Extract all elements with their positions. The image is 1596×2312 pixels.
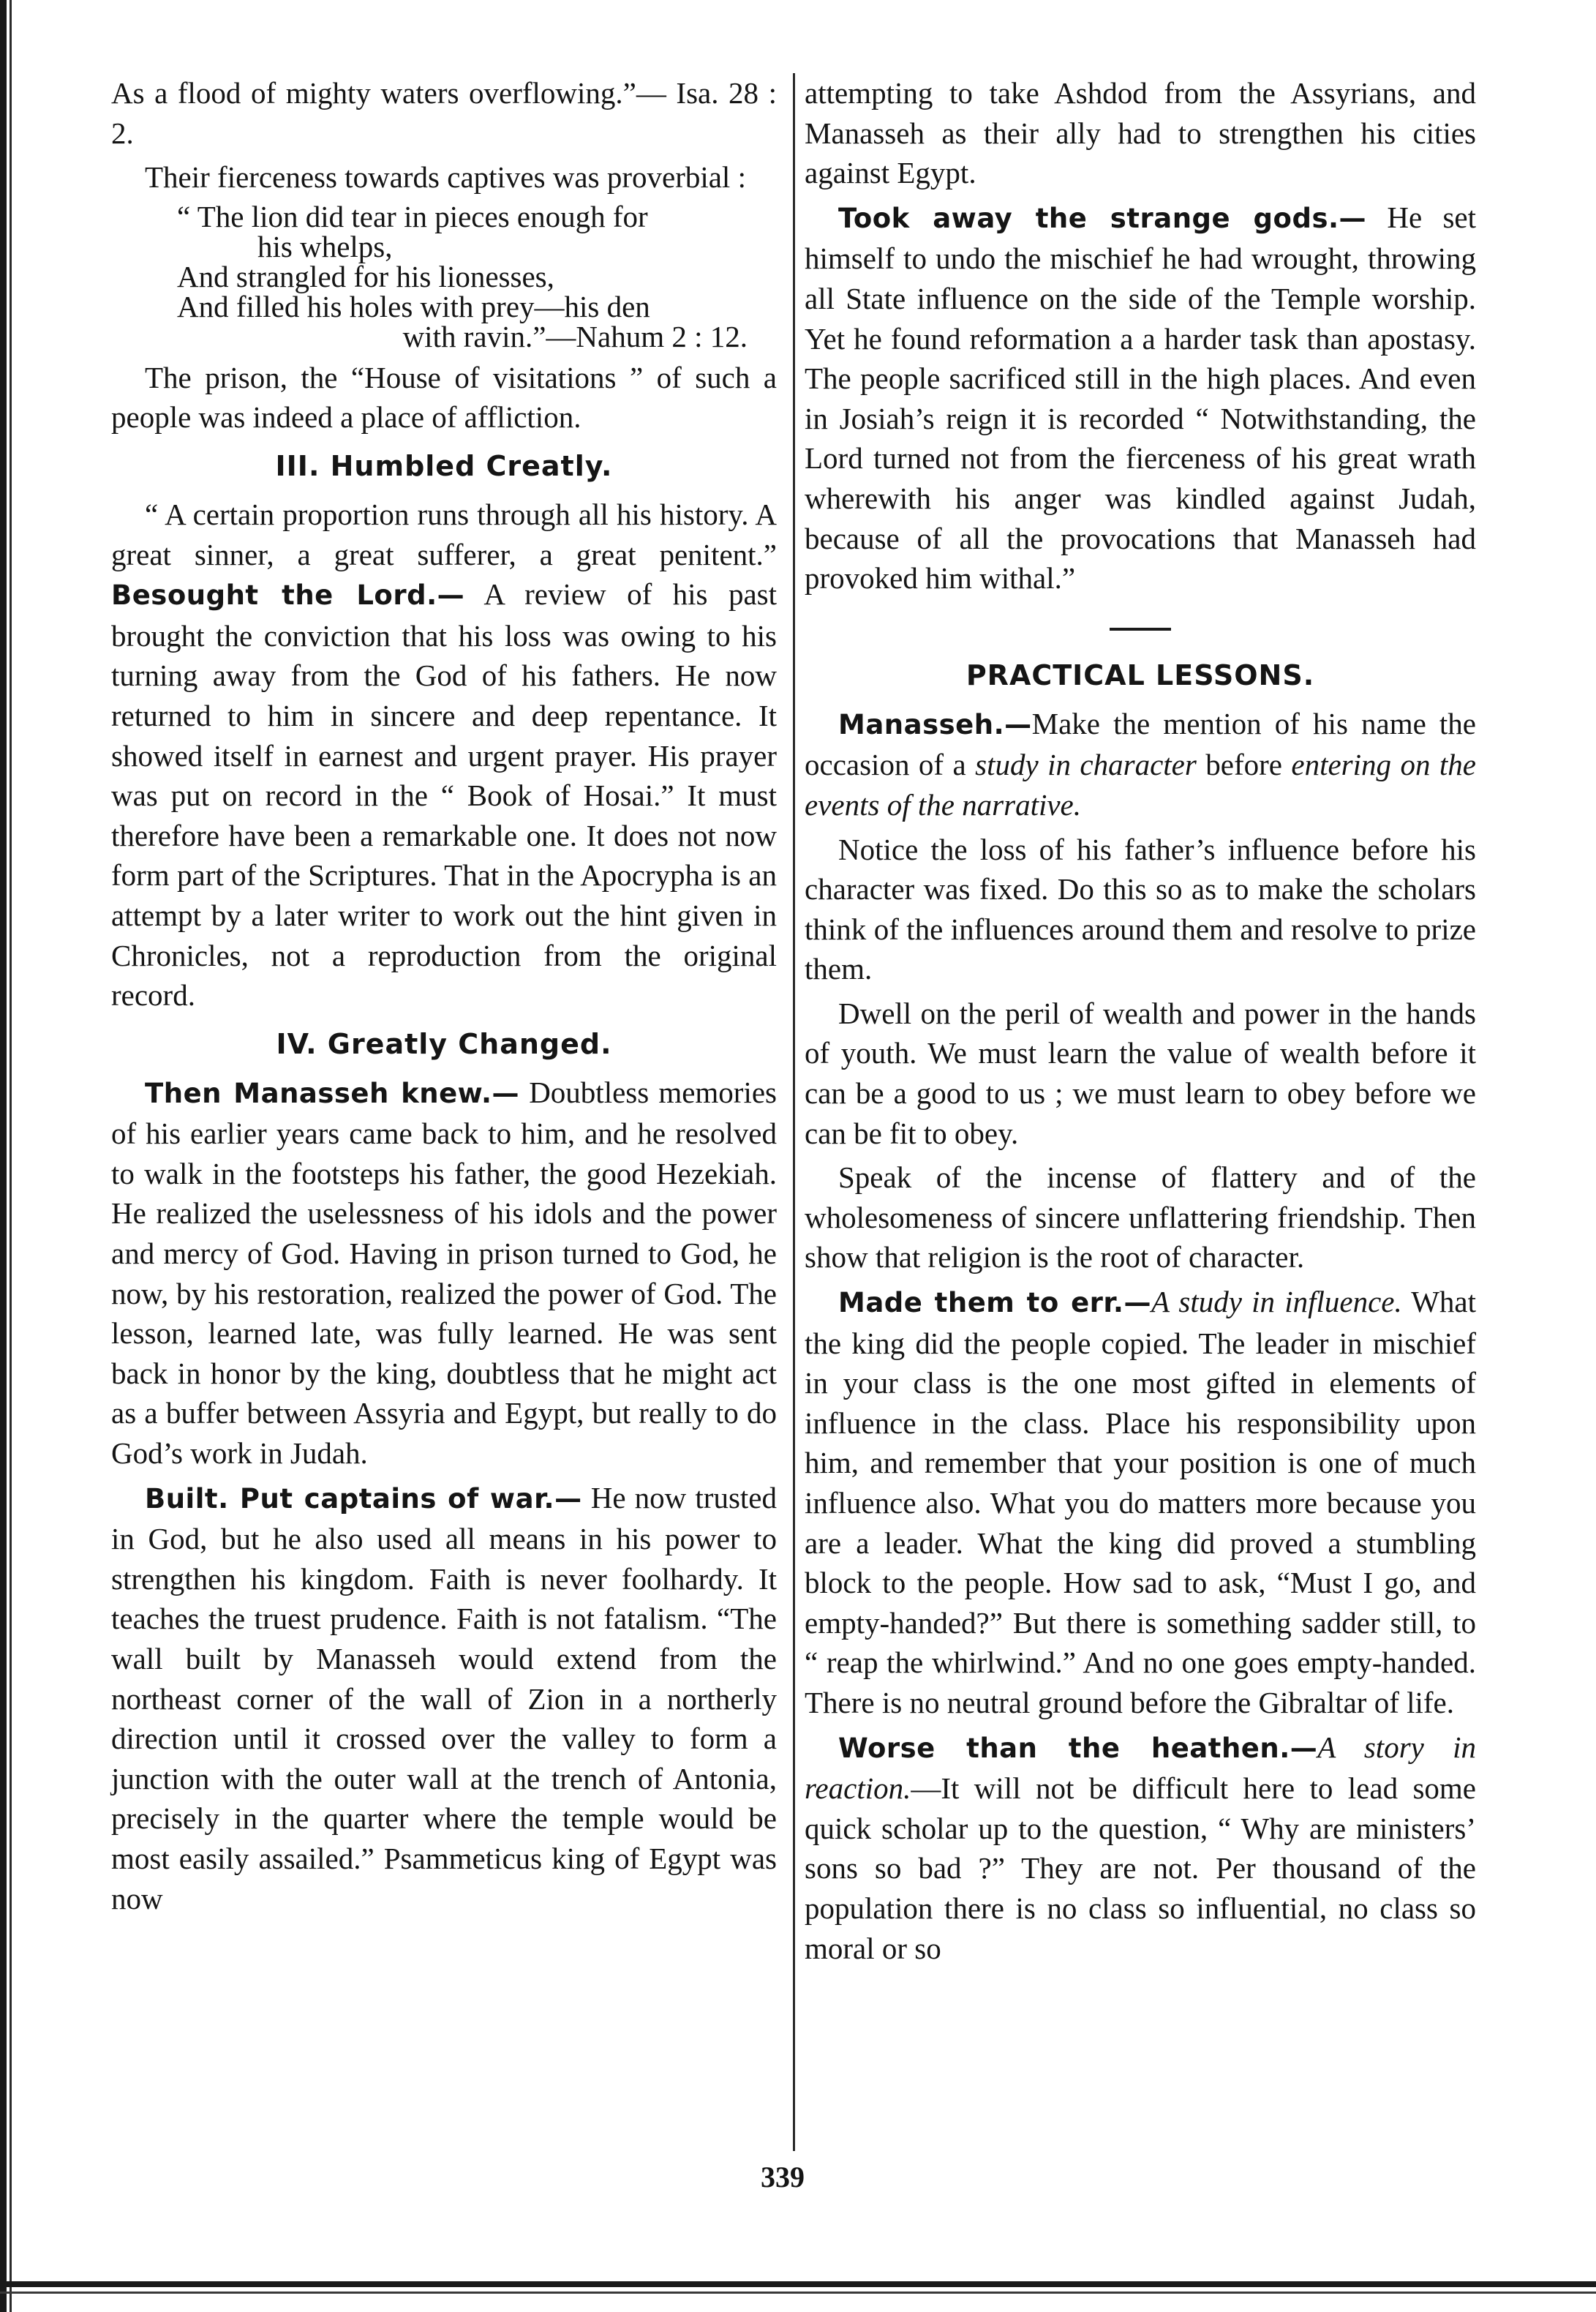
paragraph-wealth: Dwell on the peril of wealth and power in the hands of youth. We must learn the value of wealth before it can be a good to us ; we must learn to obey before we can be fit to obey. — [805, 996, 1476, 1150]
emphasis: entering on the events of the narrative. — [805, 748, 1476, 822]
section-heading-changed: IV. Greatly Changed. — [276, 1027, 612, 1060]
left-column — [111, 73, 777, 1923]
right-column — [805, 73, 1476, 1973]
paragraph-made-them-err — [805, 1282, 1476, 1723]
emphasis: study in character — [975, 748, 1197, 782]
poem-line: And strangled for his lionesses, — [177, 259, 554, 293]
paragraph-manasseh-knew — [111, 1073, 777, 1474]
paragraph-prison: The prison, the “House of visitations ” of such a people was indeed a place of affliction. — [111, 360, 777, 435]
paragraph-fierceness: Their fierceness towards captives was proverbial : — [145, 160, 746, 195]
paragraph-built — [111, 1478, 777, 1919]
section-heading-humbled: III. Humbled Creatly. — [275, 449, 613, 482]
poem-line: “ The lion did tear in pieces enough for — [177, 199, 648, 233]
page-number: 339 — [761, 2161, 805, 2193]
emphasis: A story in reaction. — [805, 1730, 1476, 1806]
paragraph-worse-than-heathen — [805, 1727, 1476, 1969]
section-heading-practical-lessons: PRACTICAL LESSONS. — [965, 658, 1315, 691]
short-rule — [1110, 628, 1171, 631]
keyword-manasseh: Manasseh.— — [838, 708, 1032, 740]
poem-line: with ravin.”—Nahum 2 : 12. — [402, 319, 748, 353]
paragraph-flood-quote: As a flood of mighty waters overflowing.”— Isa. 28 : 2. — [111, 76, 777, 150]
poem-line: And filled his holes with prey—his den — [177, 289, 650, 323]
paragraph-strange-gods — [805, 198, 1476, 598]
text: What the king did the people copied. The leader in mischief in your class is the one most gifted in elements of influence in the class. Place his responsibility upon him, and remember that your position is one of much influence also. What you do matters more because you are a leader. What the king did proved a stumbling block to the people. How sad to ask, “Must I go, and empty-handed?” But there is something sadder still, to “ reap the whirlwind.” And no one goes empty-handed. There is no neutral ground before the Gibraltar of life. — [805, 1285, 1476, 1719]
text: —It will not be difficult here to lead some quick scholar up to the question, “ Why are ministers’ sons so bad ?” They are not. Per thousand of the population there is no class so influential, no class so moral or so — [805, 1771, 1476, 1965]
bottom-rule — [0, 2281, 1596, 2287]
text: “ A certain proportion runs through all his history. A great sinner, a great sufferer, a great penitent.” — [111, 497, 777, 571]
text: Doubtless memories of his earlier years came back to him, and he resolved to walk in the footsteps his father, the good Hezekiah. He realized the uselessness of his idols and the power and mercy of God. Having in prison turned to God, he now, by his restoration, realized the power of God. The lesson, learned late, was fully learned. He was sent back in honor by the king, doubtless that he might act as a buffer between Assyria and Egypt, but really to do God’s work in Judah. — [111, 1075, 777, 1471]
keyword-worse-than-heathen: Worse than the heathen.— — [838, 1732, 1318, 1764]
poem-line: his whelps, — [257, 229, 393, 263]
paragraph-flattery: Speak of the incense of flattery and of the wholesomeness of sincere unflattering friendship. Then show that religion is the root of character. — [805, 1160, 1476, 1275]
keyword-built: Built. Put captains of war.— — [145, 1482, 582, 1515]
bottom-rule-thin — [0, 2292, 1596, 2294]
keyword-made-them-err: Made them to err.— — [838, 1287, 1151, 1319]
text: He now trusted in God, but he also used all means in his power to strengthen his kingdom. Faith is never foolhardy. It teaches the truest prudence. Faith is not fatalism. “The wall built by Manasseh would extend from the northeast corner of the wall of Zion in a northerly direction until it crossed over the valley to form a junction with the outer wall at the trench of Antonia, precisely in the quarter where the temple would be most easily assailed.” Psammeticus king of Egypt was now — [111, 1480, 777, 1915]
emphasis: A study in influence. — [1151, 1285, 1402, 1319]
keyword-strange-gods: Took away the strange gods.— — [838, 202, 1367, 234]
text: Make the mention of his name the occasion of a — [805, 706, 1476, 782]
paragraph-fathers-influence: Notice the loss of his father’s influence before his character was fixed. Do this so as to make the scholars think of the influences around them and resolve to prize them. — [805, 832, 1476, 986]
text: A review of his past brought the conviction that his loss was owing to his turning away from the God of his fathers. He now returned to him in sincere and deep repentance. It showed itself in earnest and urgent prayer. His prayer was put on record in the “ Book of Hosai.” It must therefore have been a remarkable one. It does not now form part of the Scriptures. That in the Apocrypha is an attempt by a later writer to work out the hint given in Chronicles, not a reproduction from the original record. — [111, 577, 777, 1013]
column-divider — [793, 73, 795, 2151]
paragraph-lesson-manasseh — [805, 704, 1476, 825]
keyword-besought: Besought the Lord.— — [111, 579, 465, 612]
paragraph-humbled — [111, 495, 777, 1016]
keyword-then-manasseh-knew: Then Manasseh knew.— — [145, 1077, 520, 1109]
text: before — [1205, 748, 1282, 782]
paragraph-ashdod: attempting to take Ashdod from the Assyrians, and Manasseh as their ally had to strengthen his cities against Egypt. — [805, 76, 1476, 190]
left-margin-rule-thin — [10, 0, 12, 2312]
left-margin-rule — [0, 0, 7, 2312]
text: He set himself to undo the mischief he had wrought, throwing all State influence on the side of the Temple worship. Yet he found reformation a a harder task than apostasy. The people sacrificed still in the high places. And even in Josiah’s reign it is recorded “ Notwithstanding, the Lord turned not from the fierceness of his great wrath wherewith his anger was kindled against Judah, because of all the provocations that Manasseh had provoked him withal.” — [805, 200, 1476, 596]
nahum-quote — [177, 199, 777, 353]
